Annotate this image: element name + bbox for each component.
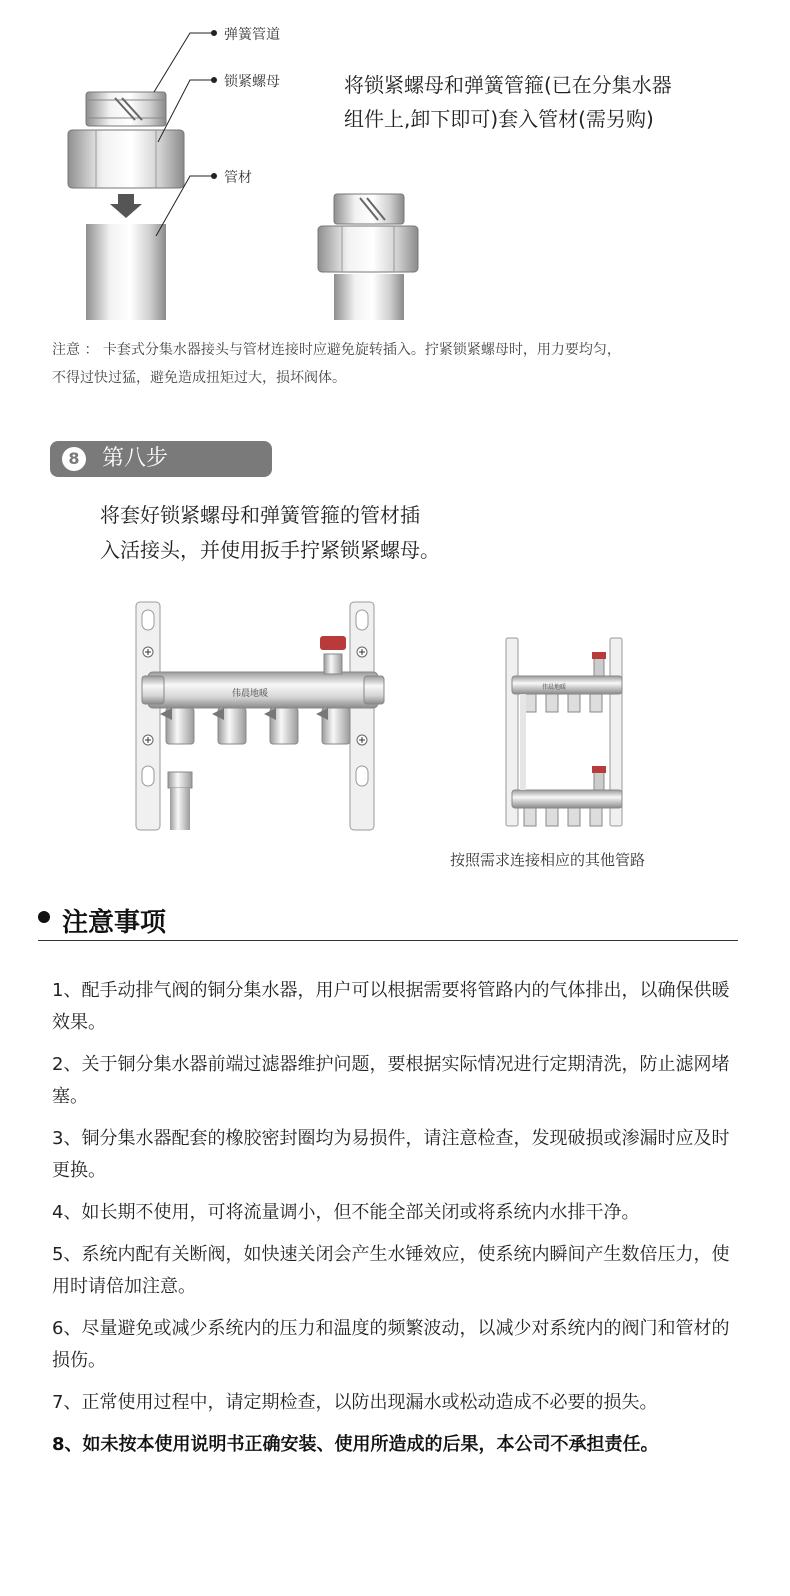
note-item: 3、铜分集水器配套的橡胶密封圈均为易损件，请注意检查，发现破损或渗漏时应及时更换。	[52, 1128, 730, 1181]
install-note	[52, 336, 762, 392]
label-pipe: 管材	[224, 170, 252, 186]
section-title: 注意事项	[62, 908, 167, 938]
label-lock-nut: 锁紧螺母	[224, 74, 280, 90]
section-bullet-icon	[38, 911, 50, 923]
manifold-small-illustration	[500, 634, 630, 830]
step-desc-line: 入活接头，并使用扳手拧紧锁紧螺母。	[100, 538, 440, 562]
manifold-brand-label-small: 伟晨地暖	[542, 684, 567, 691]
note-line: 注意 ： 卡套式分集水器接头与管材连接时应避免旋转插入。拧紧锁紧螺母时，用力要均匀，	[52, 342, 621, 358]
step-description	[100, 498, 520, 568]
manifold-brand-label: 伟晨地暖	[232, 689, 269, 699]
instruction-line: 将锁紧螺母和弹簧管箍(已在分集水器	[344, 73, 672, 97]
assembled-fitting	[318, 194, 418, 320]
step-desc-line: 将套好锁紧螺母和弹簧管箍的管材插	[100, 503, 420, 527]
arrow-down-icon	[110, 194, 142, 218]
step-header	[50, 441, 272, 477]
section-divider	[38, 940, 738, 941]
note-item: 7、正常使用过程中，请定期检查，以防出现漏水或松动造成不必要的损失。	[52, 1392, 658, 1413]
note-item-disclaimer: 8、如未按本使用说明书正确安装、使用所造成的后果，本公司不承担责任。	[52, 1434, 659, 1455]
instruction-text	[344, 68, 764, 136]
note-line: 不得过快过猛，避免造成扭矩过大，损坏阀体。	[52, 370, 346, 386]
spring-ring	[86, 92, 166, 126]
manifold-large-illustration	[120, 596, 400, 832]
lock-nut	[68, 130, 184, 188]
step-number-badge: 8	[62, 447, 86, 471]
pipe	[86, 224, 166, 320]
notes-list	[52, 975, 742, 1471]
fitting-assembly-diagram	[0, 0, 790, 330]
note-item: 2、关于铜分集水器前端过滤器维护问题，要根据实际情况进行定期清洗，防止滤网堵塞。	[52, 1054, 730, 1107]
note-item: 5、系统内配有关断阀，如快速关闭会产生水锤效应，使系统内瞬间产生数倍压力，使用时请倍加注意。	[52, 1244, 730, 1297]
step-title: 第八步	[102, 446, 169, 471]
instruction-line: 组件上,卸下即可)套入管材(需另购)	[344, 107, 654, 131]
illustration-caption: 按照需求连接相应的其他管路	[450, 851, 646, 869]
label-spring-pipe: 弹簧管道	[224, 27, 280, 43]
leader-line	[154, 33, 212, 92]
note-item: 4、如长期不使用，可将流量调小，但不能全部关闭或将系统内水排干净。	[52, 1202, 640, 1223]
note-item: 1、配手动排气阀的铜分集水器，用户可以根据需要将管路内的气体排出，以确保供暖效果。	[52, 980, 730, 1033]
note-item: 6、尽量避免或减少系统内的压力和温度的频繁波动，以减少对系统内的阀门和管材的损伤。	[52, 1318, 730, 1371]
